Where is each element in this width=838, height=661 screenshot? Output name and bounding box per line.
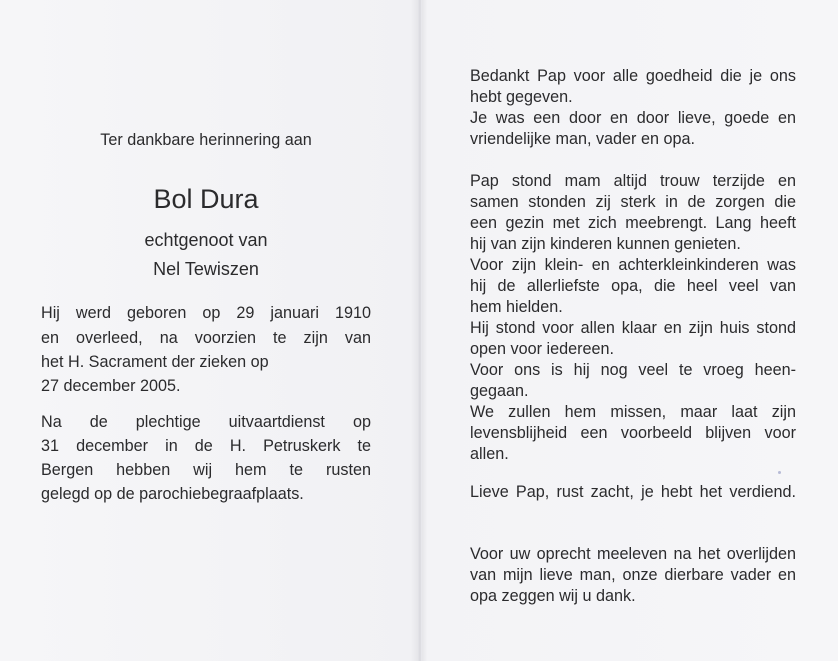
thanks-line: vriendelijke man, vader en opa. xyxy=(470,130,695,148)
tribute-line: samen stonden zij sterk in de zorgen die xyxy=(470,193,796,211)
tribute-line: een gezin met zich meebrengt. Lang heeft xyxy=(470,214,796,232)
funeral-line: Na de plechtige uitvaartdienst op xyxy=(41,413,371,431)
thanks-line: Je was een door en door lieve, goede en xyxy=(470,109,796,127)
thanks-line: Bedankt Pap voor alle goedheid die je ons xyxy=(470,67,796,85)
birth-line: Hij werd geboren op 29 januari 1910 xyxy=(41,304,371,322)
funeral-line: 31 december in de H. Petruskerk te xyxy=(41,437,371,455)
tribute-line: open voor iedereen. xyxy=(470,340,614,358)
tribute-line: Hij stond voor allen klaar en zijn huis stond xyxy=(470,319,796,337)
tribute-line: Pap stond mam altijd trouw terzijde en xyxy=(470,172,796,190)
intro-text: Ter dankbare herinnering aan xyxy=(100,131,312,149)
tribute-line: levensblijheid een voorbeeld blijven voor xyxy=(470,424,796,442)
tribute-line: Voor ons is hij nog veel te vroeg heen- xyxy=(470,361,796,379)
closing-line: Voor uw oprecht meeleven na het overlijden xyxy=(470,545,796,563)
thanks-line: hebt gegeven. xyxy=(470,88,573,106)
deceased-name: Bol Dura xyxy=(153,184,259,214)
tribute-line: hij van zijn kinderen kunnen genieten. xyxy=(470,235,741,253)
birth-line: het H. Sacrament der zieken op xyxy=(41,353,269,371)
tribute-line: hij de allerliefste opa, die heel veel van xyxy=(470,277,796,295)
left-page xyxy=(41,0,371,661)
tribute-line: gegaan. xyxy=(470,382,529,400)
card-fold-line xyxy=(418,0,422,661)
funeral-line: gelegd op de parochiebegraafplaats. xyxy=(41,485,304,503)
closing-line: opa zeggen wij u dank. xyxy=(470,587,636,605)
closing-line: van mijn lieve man, onze dierbare vader en xyxy=(470,566,796,584)
spouse-label: echtgenoot van xyxy=(144,230,268,250)
tribute-line: hem hielden. xyxy=(470,298,563,316)
ink-speck xyxy=(778,471,781,474)
tribute-line: We zullen hem missen, maar laat zijn xyxy=(470,403,796,421)
farewell-line: Lieve Pap, rust zacht, je hebt het verdiend. xyxy=(470,483,796,501)
tribute-line: Voor zijn klein- en achterkleinkinderen was xyxy=(470,256,796,274)
funeral-line: Bergen hebben wij hem te rusten xyxy=(41,461,371,479)
spouse-name: Nel Tewiszen xyxy=(153,259,259,279)
tribute-line: allen. xyxy=(470,445,509,463)
birth-line: en overleed, na voorzien te zijn van xyxy=(41,329,371,347)
right-page xyxy=(470,0,796,661)
birth-line: 27 december 2005. xyxy=(41,377,181,395)
